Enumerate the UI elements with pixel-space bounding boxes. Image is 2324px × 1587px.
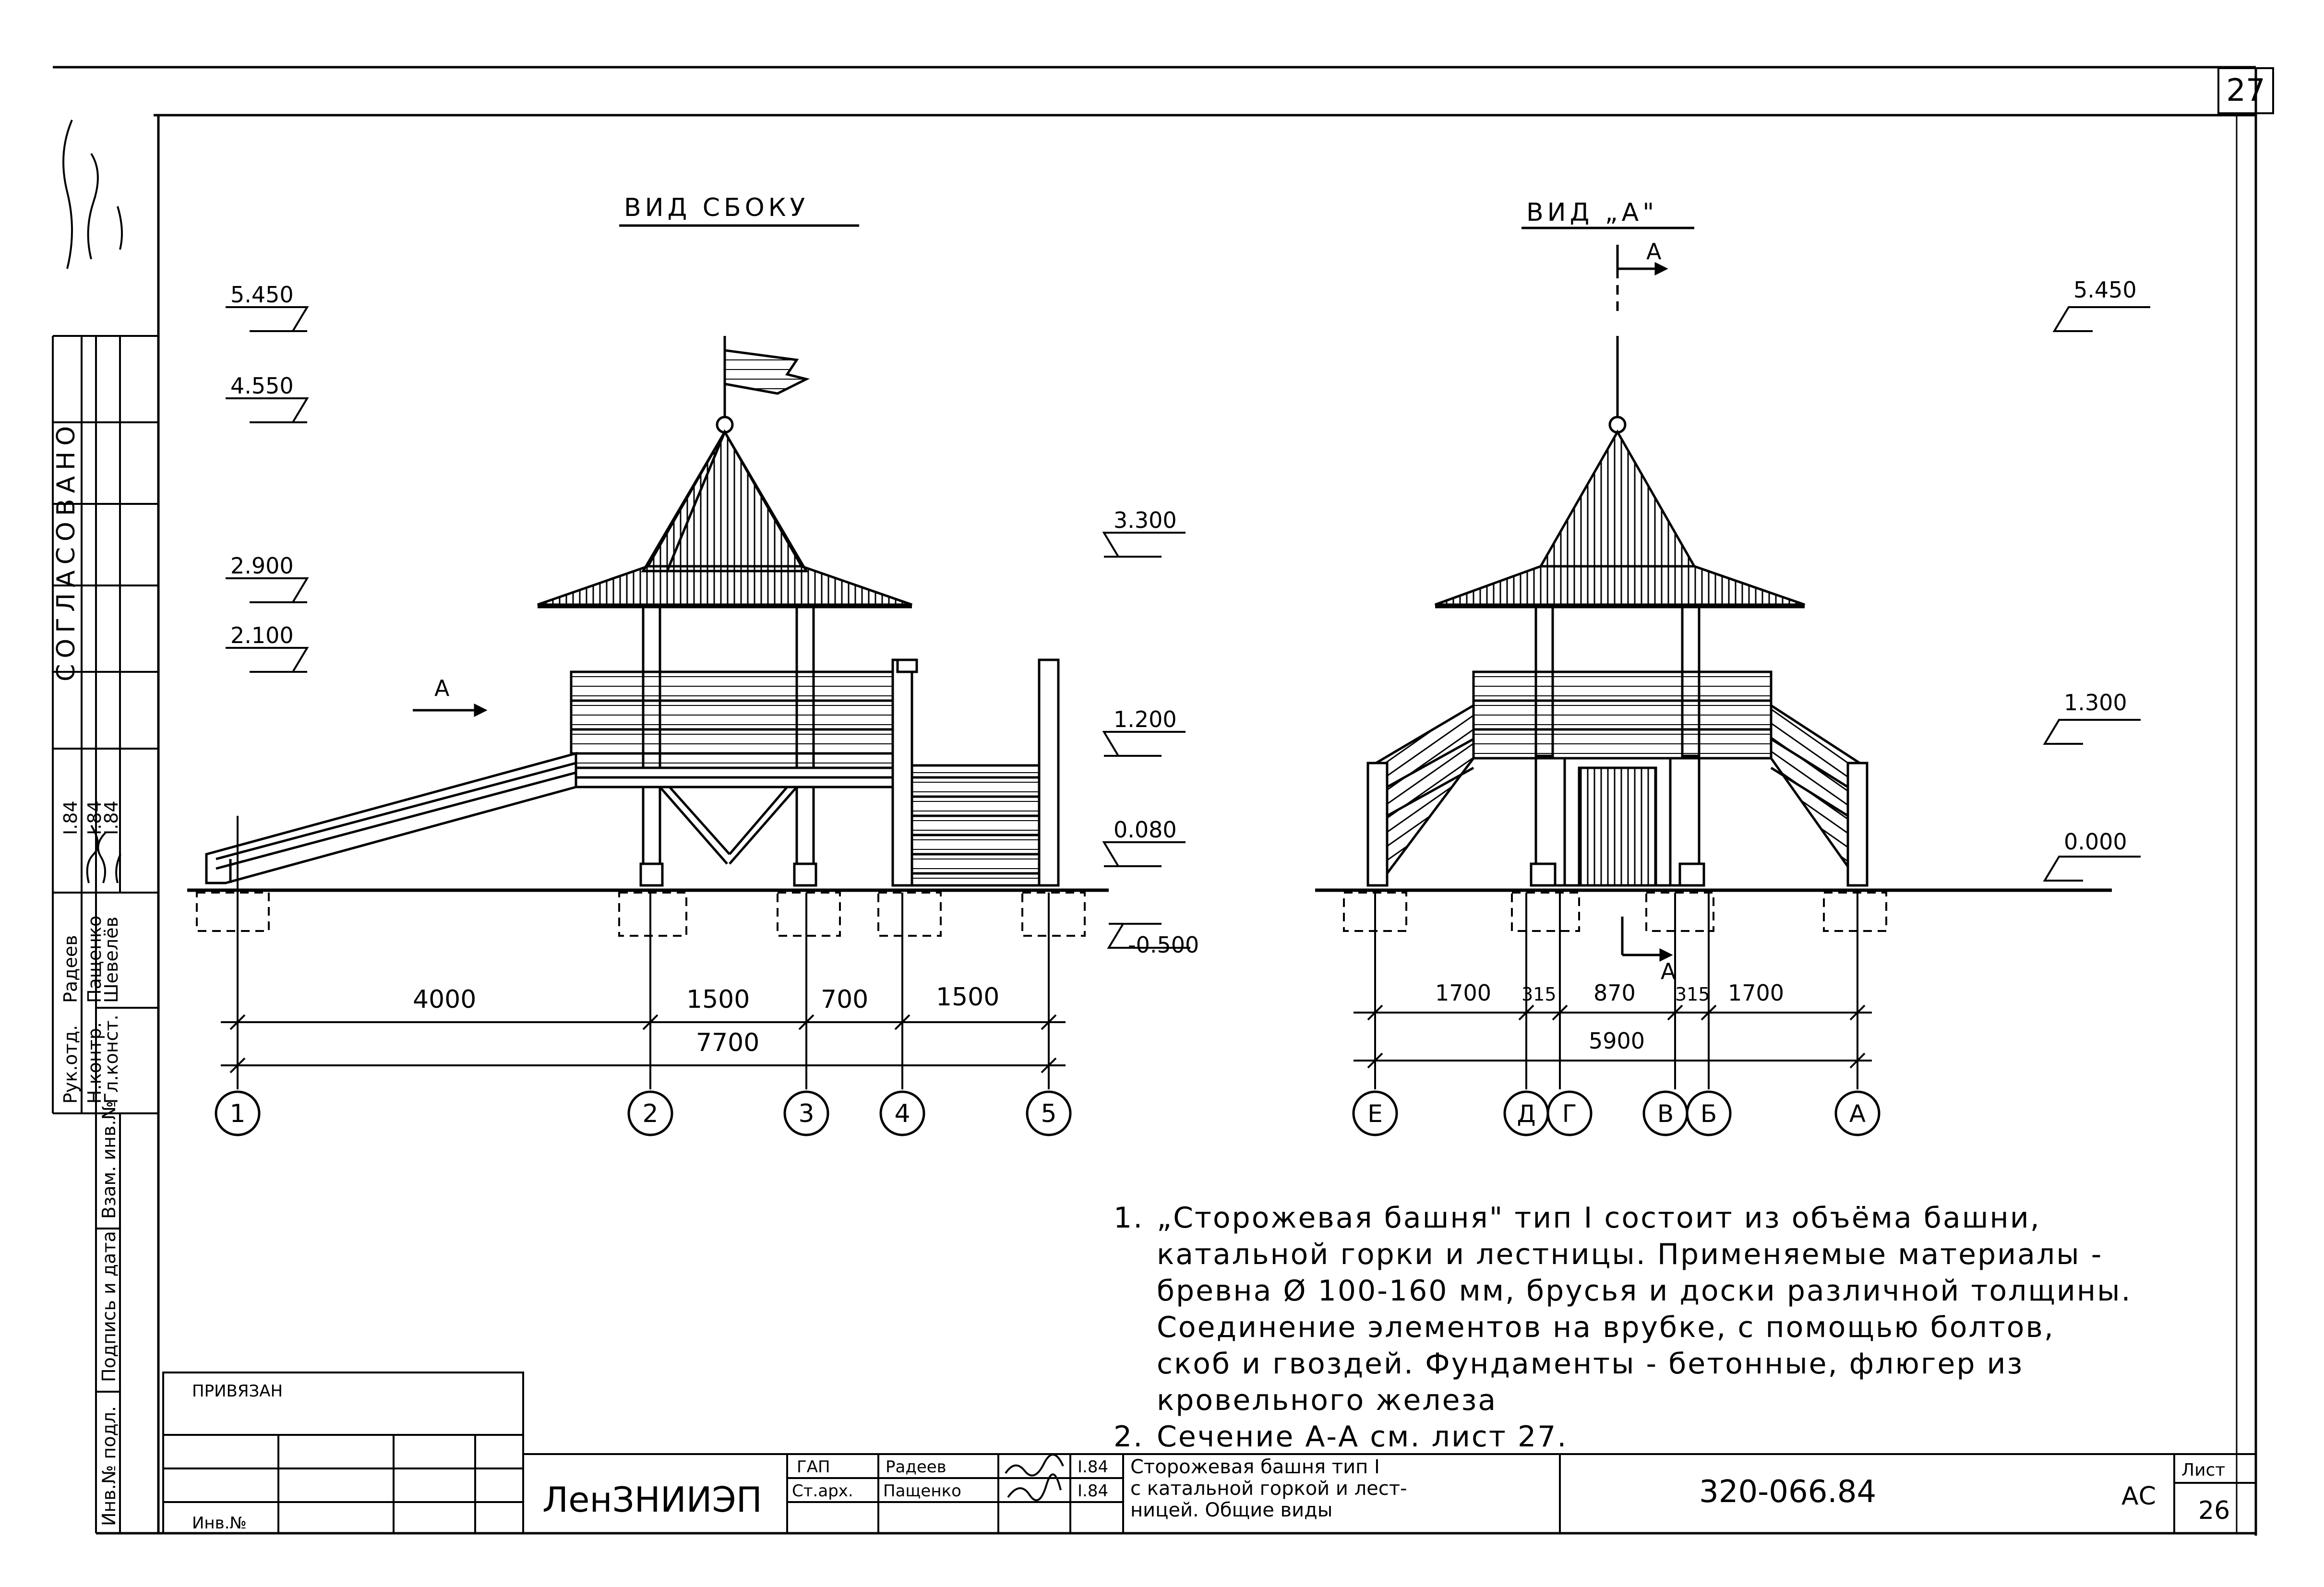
view-direction-label: А (434, 675, 450, 701)
front-dim-3: 870 (1593, 980, 1636, 1006)
title-date-2: I.84 (1078, 1481, 1109, 1501)
elev-5450: 5.450 (230, 282, 294, 308)
side-dim-4: 1500 (936, 983, 1000, 1012)
view-direction-arrow (413, 705, 485, 715)
side-axis-3: 3 (798, 1099, 815, 1128)
stamp-role-1: Рук.отд. (60, 1025, 81, 1104)
front-elevation-labels (2064, 277, 2137, 855)
general-notes (1114, 1200, 2136, 1455)
elev-minus0500: -0.500 (1128, 932, 1199, 958)
description-line-3: ницей. Общие виды (1130, 1499, 1333, 1521)
title-role-1: ГАП (797, 1457, 830, 1477)
elev-3300: 3.300 (1114, 507, 1177, 533)
stamp-name-1: Радеев (60, 935, 81, 1003)
stamp-date-2: I.84 (84, 800, 105, 835)
front-dim-5: 1700 (1728, 980, 1785, 1006)
front-elev-5450: 5.450 (2073, 277, 2137, 303)
elev-2100: 2.100 (230, 622, 294, 648)
title-date-1: I.84 (1078, 1457, 1109, 1477)
note-item (1114, 1419, 2136, 1455)
title-role-2: Ст.арх. (792, 1481, 853, 1501)
stage-code: АС (2121, 1482, 2156, 1511)
front-view-title-group (1521, 198, 1694, 228)
title-name-2: Пащенко (883, 1481, 961, 1501)
description-line-2: с катальной горкой и лест- (1130, 1478, 1407, 1500)
front-axis-g: Г (1562, 1100, 1577, 1128)
side-axis-5: 5 (1041, 1099, 1057, 1128)
front-axis-a: А (1849, 1100, 1866, 1128)
title-name-1: Радеев (886, 1457, 946, 1477)
drawing-description (1130, 1456, 1407, 1521)
side-view-title-group (619, 193, 859, 226)
elev-1200: 1.200 (1114, 706, 1177, 732)
front-axis-labels (1367, 1100, 1866, 1128)
side-view-title: ВИД СБОКУ (624, 193, 809, 222)
stamp-role-3: Гл.конст. (101, 1014, 122, 1104)
replaced-inv-label: Взам. инв.№ (98, 1101, 120, 1219)
front-dim-1: 1700 (1435, 980, 1492, 1006)
side-axis-1: 1 (229, 1099, 246, 1128)
sheet-label: Лист (2181, 1460, 2226, 1480)
sheet-number-top: 27 (2217, 67, 2274, 114)
front-axes (1354, 1092, 1879, 1135)
org-name: ЛенЗНИИЭП (542, 1480, 762, 1520)
note-item (1114, 1200, 2136, 1419)
sheet-number: 26 (2198, 1496, 2230, 1525)
front-dim-total: 5900 (1589, 1028, 1645, 1054)
front-dim-4: 315 (1675, 984, 1710, 1005)
side-axis-2: 2 (642, 1099, 659, 1128)
front-axis-d: Д (1517, 1100, 1536, 1128)
note-text: Сечение А-А см. лист 27. (1157, 1420, 1568, 1454)
stamp-role-2: Н.контр. (84, 1022, 105, 1104)
front-dimension-texts (1435, 980, 1784, 1054)
section-label-top: А (1646, 239, 1662, 264)
note-text: „Сторожевая башня" тип I состоит из объёма башни, катальной горки и лестницы. Применяемые материалы - бревна Ø 100-160 мм, брусья и доски различной толщины. Соединение элементов на врубке, с помощью болтов, скоб и гвоздей. Фундаменты - бетонные, флюгер из кровельного железа (1157, 1201, 2132, 1417)
front-elev-1300: 1.300 (2064, 690, 2127, 716)
front-view-tower (1368, 269, 1867, 885)
elev-0080: 0.080 (1114, 817, 1177, 843)
front-dim-2: 315 (1521, 984, 1557, 1005)
side-dim-2: 1500 (686, 985, 750, 1014)
note-number: 1. (1114, 1201, 1144, 1235)
inv-original-label: Инв.№ подл. (98, 1406, 120, 1526)
side-dimension-texts (413, 983, 999, 1057)
stamp-name-2: Пащенко (84, 915, 105, 1003)
elev-4550: 4.550 (230, 373, 294, 399)
front-axis-e: Е (1367, 1100, 1383, 1128)
agreed-title: СОГЛАСОВАНО (52, 420, 81, 681)
front-foundations (1344, 893, 1886, 931)
note-number: 2. (1114, 1420, 1144, 1454)
elev-2900: 2.900 (230, 553, 294, 579)
binding-inv-label: Инв.№ (192, 1514, 247, 1533)
stamp-date-1: I.84 (60, 800, 81, 835)
side-view-slide (206, 753, 576, 883)
drawing-code: 320-066.84 (1699, 1474, 1877, 1510)
front-view-title: ВИД „А" (1526, 198, 1658, 227)
side-view-stair (893, 660, 1058, 885)
signature-date-label: Подпись и дата (98, 1231, 120, 1382)
side-foundations (197, 893, 1085, 936)
front-elev-0000: 0.000 (2064, 829, 2127, 855)
side-stamp-roles (60, 800, 122, 1526)
stamp-date-3: I.84 (101, 800, 122, 835)
side-dim-1: 4000 (413, 985, 477, 1014)
side-dim-3: 700 (821, 985, 869, 1014)
side-view-tower (538, 336, 912, 885)
side-axis-4: 4 (894, 1099, 910, 1128)
front-elevation-marks (2045, 307, 2150, 881)
side-axis-labels (229, 1099, 1056, 1128)
front-axis-v: В (1657, 1100, 1674, 1128)
stamp-name-3: Шевелёв (101, 917, 122, 1003)
front-axis-b: Б (1700, 1100, 1717, 1128)
binding-label: ПРИВЯЗАН (192, 1382, 283, 1401)
description-line-1: Сторожевая башня тип I (1130, 1456, 1380, 1478)
section-label-bottom: А (1661, 958, 1676, 984)
side-dim-total: 7700 (696, 1028, 760, 1057)
